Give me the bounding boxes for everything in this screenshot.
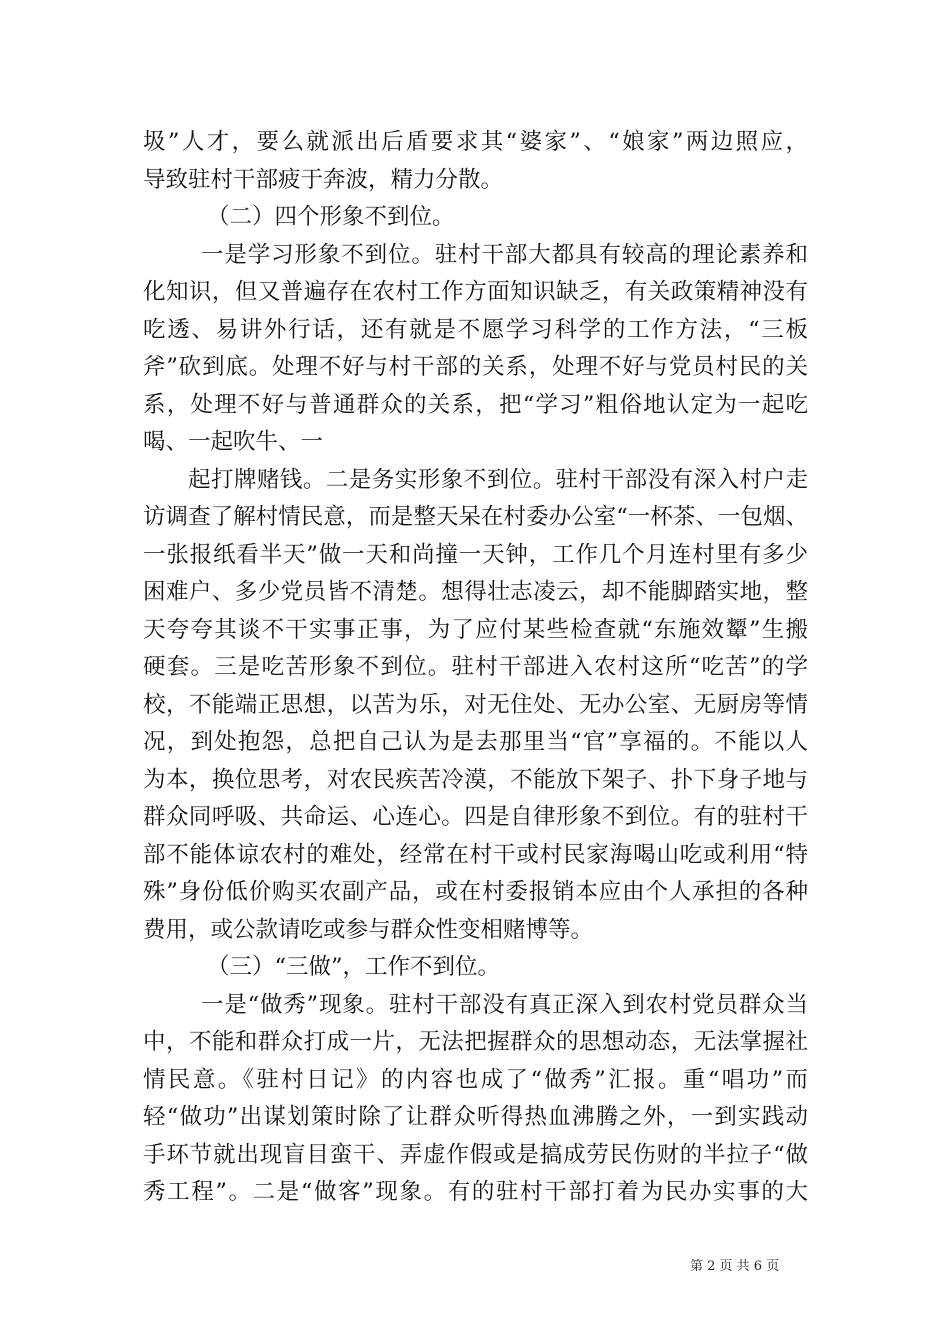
text-line: 访调查了解村情民意，而是整天呆在村委办公室“一杯茶、一包烟、 bbox=[143, 504, 808, 530]
text-line: 群众同呼吸、共命运、心连心。四是自律形象不到位。有的驻村干 bbox=[143, 804, 808, 830]
text-line: 吃透、易讲外行话，还有就是不愿学习科学的工作方法，“三板 bbox=[143, 316, 808, 343]
text-line: 一是学习形象不到位。驻村干部大都具有较高的理论素养和 bbox=[201, 241, 808, 268]
text-line: 化知识，但又普遍存在农村工作方面知识缺乏，有关政策精神没有 bbox=[143, 279, 808, 305]
text-line: 天夸夸其谈不干实事正事，为了应付某些检查就“东施效颦”生搬 bbox=[143, 616, 808, 643]
text-line: 圾”人才，要么就派出后盾要求其“婆家”、“娘家”两边照应， bbox=[143, 129, 808, 155]
text-line: 轻“做功”出谋划策时除了让群众听得热血沸腾之外，一到实践动 bbox=[143, 1104, 808, 1130]
text-line: 部不能体谅农村的难处，经常在村干或村民家海喝山吃或利用“特 bbox=[143, 841, 808, 868]
text-line: 校，不能端正思想，以苦为乐，对无住处、无办公室、无厨房等情 bbox=[143, 691, 808, 718]
text-line: 一是“做秀”现象。驻村干部没有真正深入到农村党员群众当 bbox=[201, 991, 808, 1018]
text-line: 手环节就出现盲目蛮干、弄虚作假或是搞成劳民伤财的半拉子“做 bbox=[143, 1141, 808, 1168]
text-line: 情民意。《驻村日记》的内容也成了“做秀”汇报。重“唱功”而 bbox=[143, 1066, 808, 1093]
text-line: 导致驻村干部疲于奔波，精力分散。 bbox=[143, 166, 504, 193]
text-line: 斧”砍到底。处理不好与村干部的关系，处理不好与党员村民的关 bbox=[143, 354, 808, 380]
text-line: 费用，或公款请吃或参与群众性变相赌博等。 bbox=[143, 916, 594, 943]
section-heading: （三）“三做”，工作不到位。 bbox=[207, 954, 501, 980]
text-line: 一张报纸看半天”做一天和尚撞一天钟，工作几个月连村里有多少 bbox=[143, 541, 808, 568]
section-heading: （二）四个形象不到位。 bbox=[207, 204, 455, 230]
text-line: 喝、一起吹牛、一 bbox=[143, 429, 324, 455]
text-line: 秀工程”。二是“做客”现象。有的驻村干部打着为民办实事的大 bbox=[143, 1179, 808, 1205]
text-line: 为本，换位思考，对农民疾苦冷漠，不能放下架子、扑下身子地与 bbox=[143, 766, 808, 793]
text-line: 系，处理不好与普通群众的关系，把“学习”粗俗地认定为一起吃 bbox=[143, 391, 808, 418]
text-line: 困难户、多少党员皆不清楚。想得壮志凌云，却不能脚踏实地，整 bbox=[143, 579, 808, 605]
text-line: 殊”身份低价购买农副产品，或在村委报销本应由个人承担的各种 bbox=[143, 879, 808, 905]
page-number: 第 2 页 共 6 页 bbox=[690, 1259, 780, 1274]
text-line: 况，到处抱怨，总把自己认为是去那里当“官”享福的。不能以人 bbox=[143, 729, 808, 755]
text-line: 起打牌赌钱。二是务实形象不到位。驻村干部没有深入村户走 bbox=[188, 466, 808, 493]
body-text bbox=[143, 124, 808, 1212]
text-line: 硬套。三是吃苦形象不到位。驻村干部进入农村这所“吃苦”的学 bbox=[143, 654, 808, 680]
text-line: 中，不能和群众打成一片，无法把握群众的思想动态，无法掌握社 bbox=[143, 1029, 808, 1055]
